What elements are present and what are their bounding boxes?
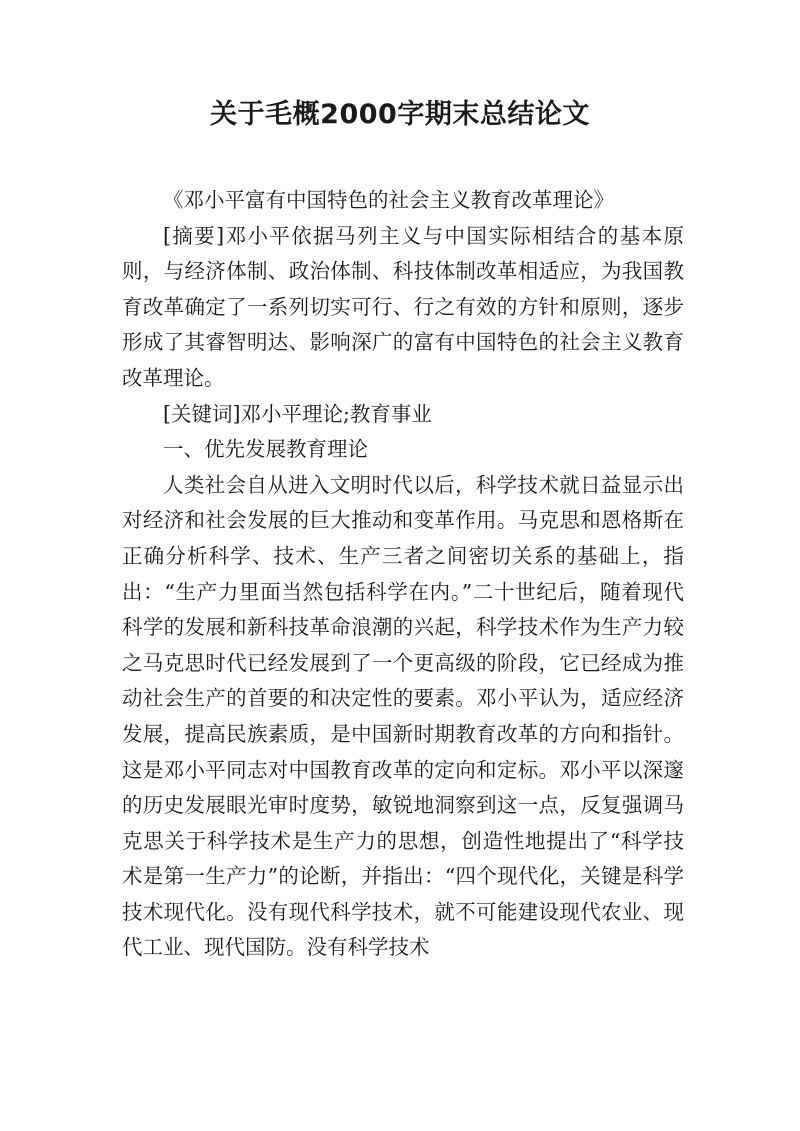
body-paragraph: 人类社会自从进入文明时代以后，科学技术就日益显示出对经济和社会发展的巨大推动和变革作用。马克思和恩格斯在正确分析科学、技术、生产三者之间密切关系的基础上，指出：“生产力里面当然包括科学在内。”二十世纪后，随着现代科学的发展和新科技革命浪潮的兴起，科学技术作为生产力较之马克思时代已经发展到了一个更高级的阶段，它已经成为推动社会生产的首要的和决定性的要素。邓小平认为，适应经济发展，提高民族素质，是中国新时期教育改革的方向和指针。这是邓小平同志对中国教育改革的定向和定标。邓小平以深邃的历史发展眼光审时度势，敏锐地洞察到这一点，反复强调马克思关于科学技术是生产力的思想，创造性地提出了“科学技术是第一生产力”的论断，并指出：“四个现代化，关键是科学技术现代化。没有现代科学技术，就不可能建设现代农业、现代工业、现代国防。没有科学技术 bbox=[122, 472, 684, 960]
essay-subtitle: 《邓小平富有中国特色的社会主义教育改革理论》 bbox=[163, 188, 614, 212]
keywords-paragraph: [关键词]邓小平理论;教育事业 bbox=[163, 401, 432, 426]
document-body bbox=[122, 183, 684, 966]
abstract-paragraph: [摘要]邓小平依据马列主义与中国实际相结合的基本原则，与经济体制、政治体制、科技体制改革相适应，为我国教育改革确定了一系列切实可行、行之有效的方针和原则，逐步形成了其睿智明达、影响深广的富有中国特色的社会主义教育改革理论。 bbox=[122, 223, 684, 390]
section-heading: 一、优先发展教育理论 bbox=[163, 437, 368, 462]
document-title: 关于毛概2000字期末总结论文 bbox=[210, 99, 590, 130]
